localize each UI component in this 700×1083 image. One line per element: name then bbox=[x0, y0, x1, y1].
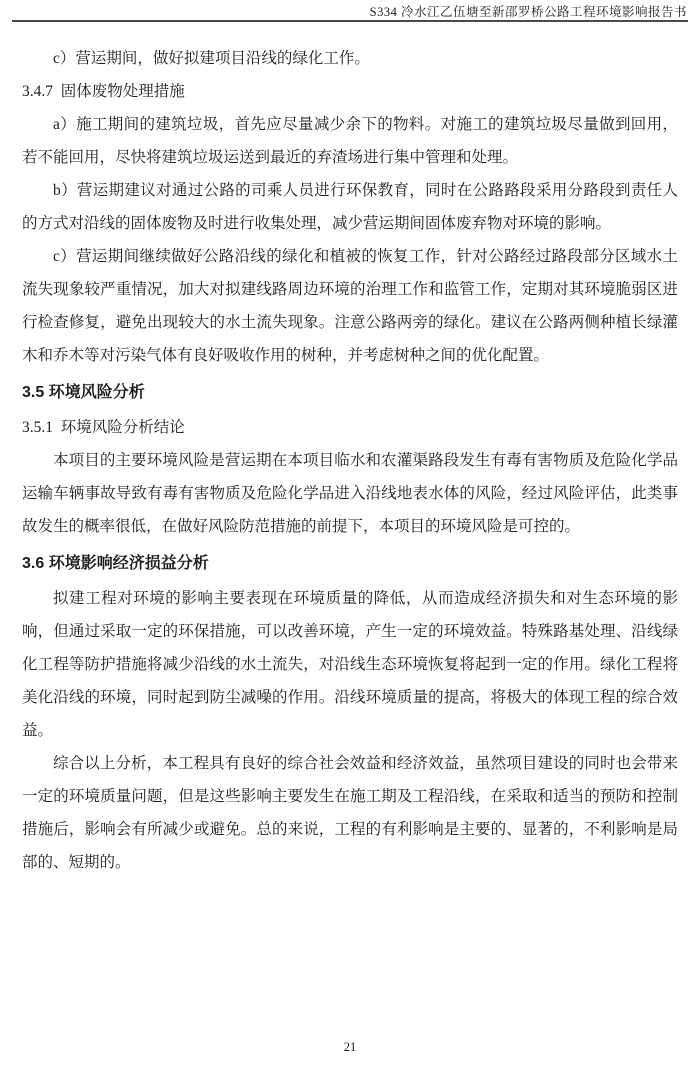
list-item-a-construction-waste: a）施工期间的建筑垃圾，首先应尽量减少余下的物料。对施工的建筑垃圾尽量做到回用，若不能回用，尽快将建筑垃圾运送到最近的弃渣场进行集中管理和处理。 bbox=[22, 116, 678, 166]
header-rule bbox=[12, 20, 688, 22]
heading-3-4-7-solid-waste: 3.4.7 固体废物处理措施 bbox=[22, 83, 185, 100]
page-header-title: S334 冷水江乙伍塘至新邵罗桥公路工程环境影响报告书 bbox=[369, 5, 687, 19]
list-item-b-operation-waste: b）营运期建议对通过公路的司乘人员进行环保教育，同时在公路路段采用分路段到责任人的方式对沿线的固体废物及时进行收集处理，减少营运期间固体废弃物对环境的影响。 bbox=[22, 182, 678, 232]
paragraph-economic-impact: 拟建工程对环境的影响主要表现在环境质量的降低，从而造成经济损失和对生态环境的影响，但通过采取一定的环保措施，可以改善环境，产生一定的环境效益。特殊路基处理、沿线绿化工程等防护措施将减少沿线的水土流失，对沿线生态环境恢复将起到一定的作用。绿化工程将美化沿线的环境，同时起到防尘减噪的作用。沿线环境质量的提高，将极大的体现工程的综合效益。 bbox=[22, 590, 678, 739]
heading-3-5-1-risk-conclusion: 3.5.1 环境风险分析结论 bbox=[22, 419, 185, 436]
page-number: 21 bbox=[343, 1040, 357, 1054]
list-item-c-greening: c）营运期间，做好拟建项目沿线的绿化工作。 bbox=[53, 50, 370, 67]
list-item-c-vegetation-restore: c）营运期间继续做好公路沿线的绿化和植被的恢复工作，针对公路经过路段部分区域水土流失现象较严重情况，加大对拟建线路周边环境的治理工作和监管工作，定期对其环境脆弱区进行检查修复，避免出现较大的水土流失现象。注意公路两旁的绿化。建议在公路两侧种植长绿灌木和乔木等对污染气体有良好吸收作用的树种，并考虑树种之间的优化配置。 bbox=[22, 248, 678, 364]
paragraph-overall-conclusion: 综合以上分析，本工程具有良好的综合社会效益和经济效益，虽然项目建设的同时也会带来一定的环境质量问题，但是这些影响主要发生在施工期及工程沿线，在采取和适当的预防和控制措施后，影响会有所减少或避免。总的来说，工程的有利影响是主要的、显著的，不利影响是局部的、短期的。 bbox=[22, 755, 678, 871]
heading-3-6-economic-analysis: 3.6 环境影响经济损益分析 bbox=[22, 555, 209, 572]
heading-3-5-risk-analysis: 3.5 环境风险分析 bbox=[22, 384, 145, 401]
document-body bbox=[22, 42, 678, 879]
paragraph-risk-conclusion: 本项目的主要环境风险是营运期在本项目临水和农灌渠路段发生有毒有害物质及危险化学品运输车辆事故导致有毒有害物质及危险化学品进入沿线地表水体的风险，经过风险评估，此类事故发生的概率很低，在做好风险防范措施的前提下，本项目的环境风险是可控的。 bbox=[22, 452, 678, 535]
